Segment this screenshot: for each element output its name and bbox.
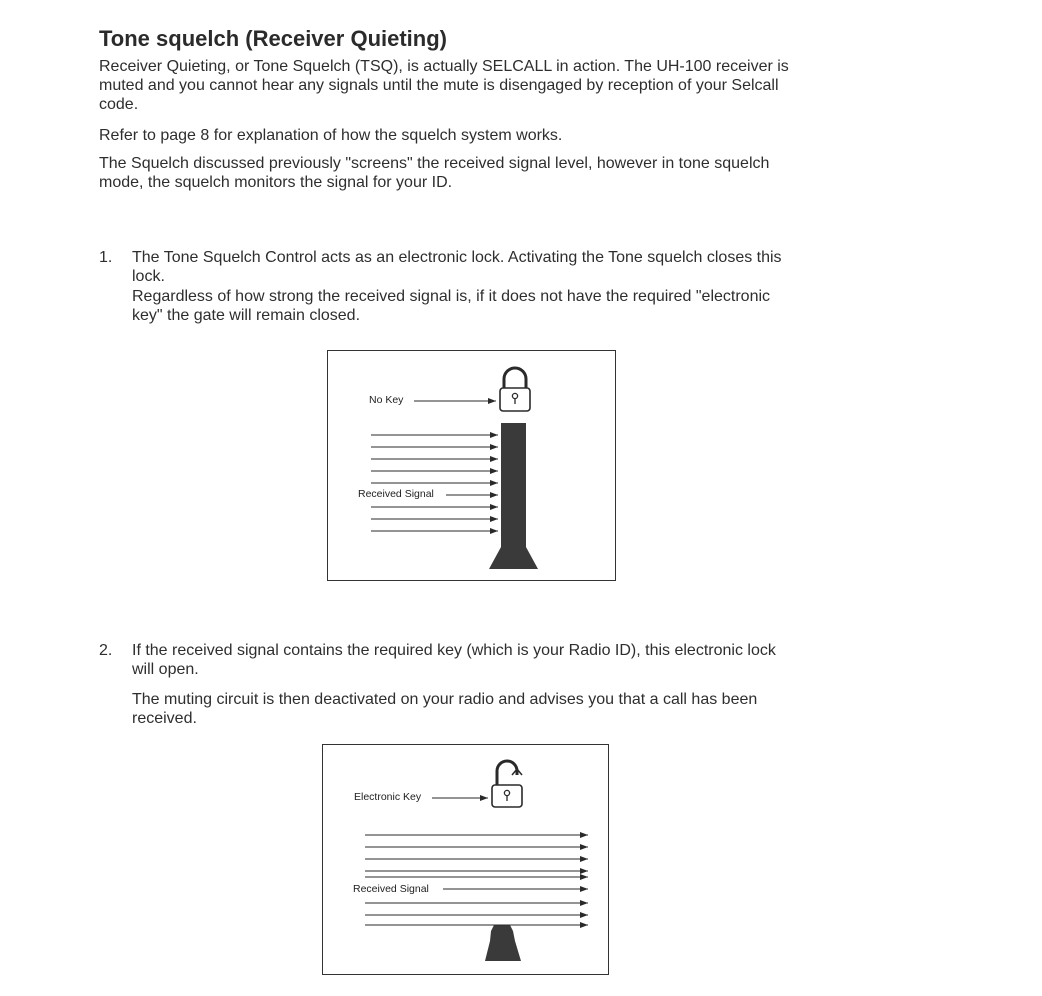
electronic-key-label: Electronic Key — [354, 791, 422, 803]
step-1-text: The Tone Squelch Control acts as an electronic lock. Activating the Tone squelch closes this lock. — [132, 249, 782, 285]
diagram-open-lock — [322, 744, 609, 975]
received-signal-label-1: Received Signal — [358, 488, 434, 500]
intro-paragraph: Receiver Quieting, or Tone Squelch (TSQ), is actually SELCALL in action. The UH-100 receiver is muted and you cannot hear any signals until the mute is disengaged by reception of your Selcall code. — [99, 58, 789, 113]
page-title: Tone squelch (Receiver Quieting) — [99, 26, 447, 51]
received-signal-arrows-passing — [365, 835, 588, 925]
diagram-closed-lock — [327, 350, 616, 581]
step-1-detail: Regardless of how strong the received signal is, if it does not have the required "electronic key" the gate will remain closed. — [132, 288, 771, 324]
open-lock-drawing — [323, 745, 608, 974]
step-1-number: 1. — [99, 249, 113, 266]
reference-paragraph: Refer to page 8 for explanation of how the squelch system works. — [99, 127, 563, 144]
padlock-closed-icon — [500, 368, 530, 411]
received-signal-label-2: Received Signal — [353, 883, 429, 895]
padlock-open-icon — [492, 761, 522, 807]
step-2-detail: The muting circuit is then deactivated on your radio and advises you that a call has been received. — [132, 691, 758, 727]
step-2-text: If the received signal contains the required key (which is your Radio ID), this electronic lock will open. — [132, 642, 776, 678]
gate-base — [485, 925, 521, 961]
received-signal-arrows — [371, 435, 498, 531]
closed-lock-drawing — [328, 351, 615, 580]
step-2-number: 2. — [99, 642, 113, 659]
gate-bar — [489, 423, 538, 569]
squelch-paragraph: The Squelch discussed previously "screens" the received signal level, however in tone squelch mode, the squelch monitors the signal for your ID. — [99, 155, 770, 191]
no-key-label: No Key — [369, 394, 404, 406]
